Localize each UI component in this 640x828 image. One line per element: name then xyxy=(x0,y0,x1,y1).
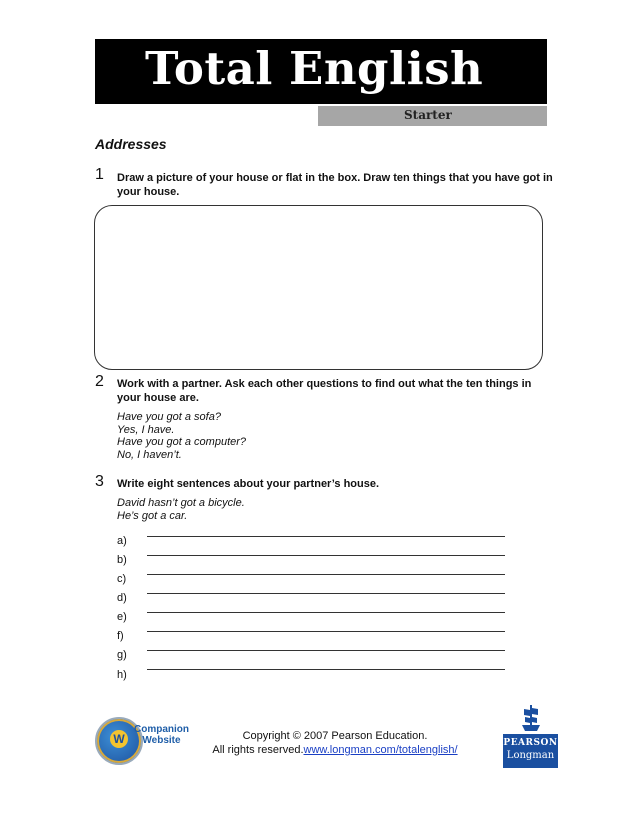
ship-icon xyxy=(521,704,541,732)
example-line: No, I haven’t. xyxy=(117,449,182,461)
page-title: Total English xyxy=(145,42,484,95)
pearson-badge xyxy=(503,734,558,768)
answer-label-h: h) xyxy=(117,669,127,681)
answer-label-f: f) xyxy=(117,630,124,642)
answer-line-d[interactable] xyxy=(147,593,505,594)
companion-badge-letter: W xyxy=(110,730,128,748)
answer-label-g: g) xyxy=(117,649,127,661)
companion-website-label: Companion Website xyxy=(134,724,189,746)
example-line: Have you got a sofa? xyxy=(117,411,221,423)
example-line: Yes, I have. xyxy=(117,424,175,436)
answer-line-a[interactable] xyxy=(147,536,505,537)
answer-line-h[interactable] xyxy=(147,669,505,670)
answer-label-b: b) xyxy=(117,554,127,566)
copyright-notice xyxy=(190,729,480,757)
question-2-number: 2 xyxy=(95,373,104,390)
pearson-longman-logo xyxy=(503,704,558,768)
answer-line-c[interactable] xyxy=(147,574,505,575)
answer-label-e: e) xyxy=(117,611,127,623)
website-link[interactable]: www.longman.com/totalenglish/ xyxy=(303,744,458,756)
answer-label-d: d) xyxy=(117,592,127,604)
answer-line-f[interactable] xyxy=(147,631,505,632)
answer-label-a: a) xyxy=(117,535,127,547)
rights-text: All rights reserved. xyxy=(212,744,304,756)
section-title: Addresses xyxy=(95,136,167,152)
example-line: David hasn’t got a bicycle. xyxy=(117,497,245,509)
imprint-name: Longman xyxy=(506,750,555,761)
question-1-text: Draw a picture of your house or flat in the box. Draw ten things that you have got in your house. xyxy=(117,172,553,198)
level-label: Starter xyxy=(404,108,452,122)
answer-label-c: c) xyxy=(117,573,127,585)
title-banner xyxy=(95,39,547,104)
answer-line-b[interactable] xyxy=(147,555,505,556)
question-2-text: Work with a partner. Ask each other questions to find out what the ten things in your house are. xyxy=(117,378,532,404)
drawing-box[interactable] xyxy=(94,205,543,370)
example-line: Have you got a computer? xyxy=(117,436,247,448)
question-3-text: Write eight sentences about your partner’s house. xyxy=(117,478,380,490)
question-1-number: 1 xyxy=(95,166,104,183)
question-3-number: 3 xyxy=(95,473,104,490)
publisher-name: PEARSON xyxy=(503,738,558,748)
level-bar xyxy=(318,106,547,126)
answer-line-g[interactable] xyxy=(147,650,505,651)
answer-line-e[interactable] xyxy=(147,612,505,613)
copyright-text: Copyright © 2007 Pearson Education. xyxy=(242,730,428,742)
example-line: He’s got a car. xyxy=(117,510,188,522)
